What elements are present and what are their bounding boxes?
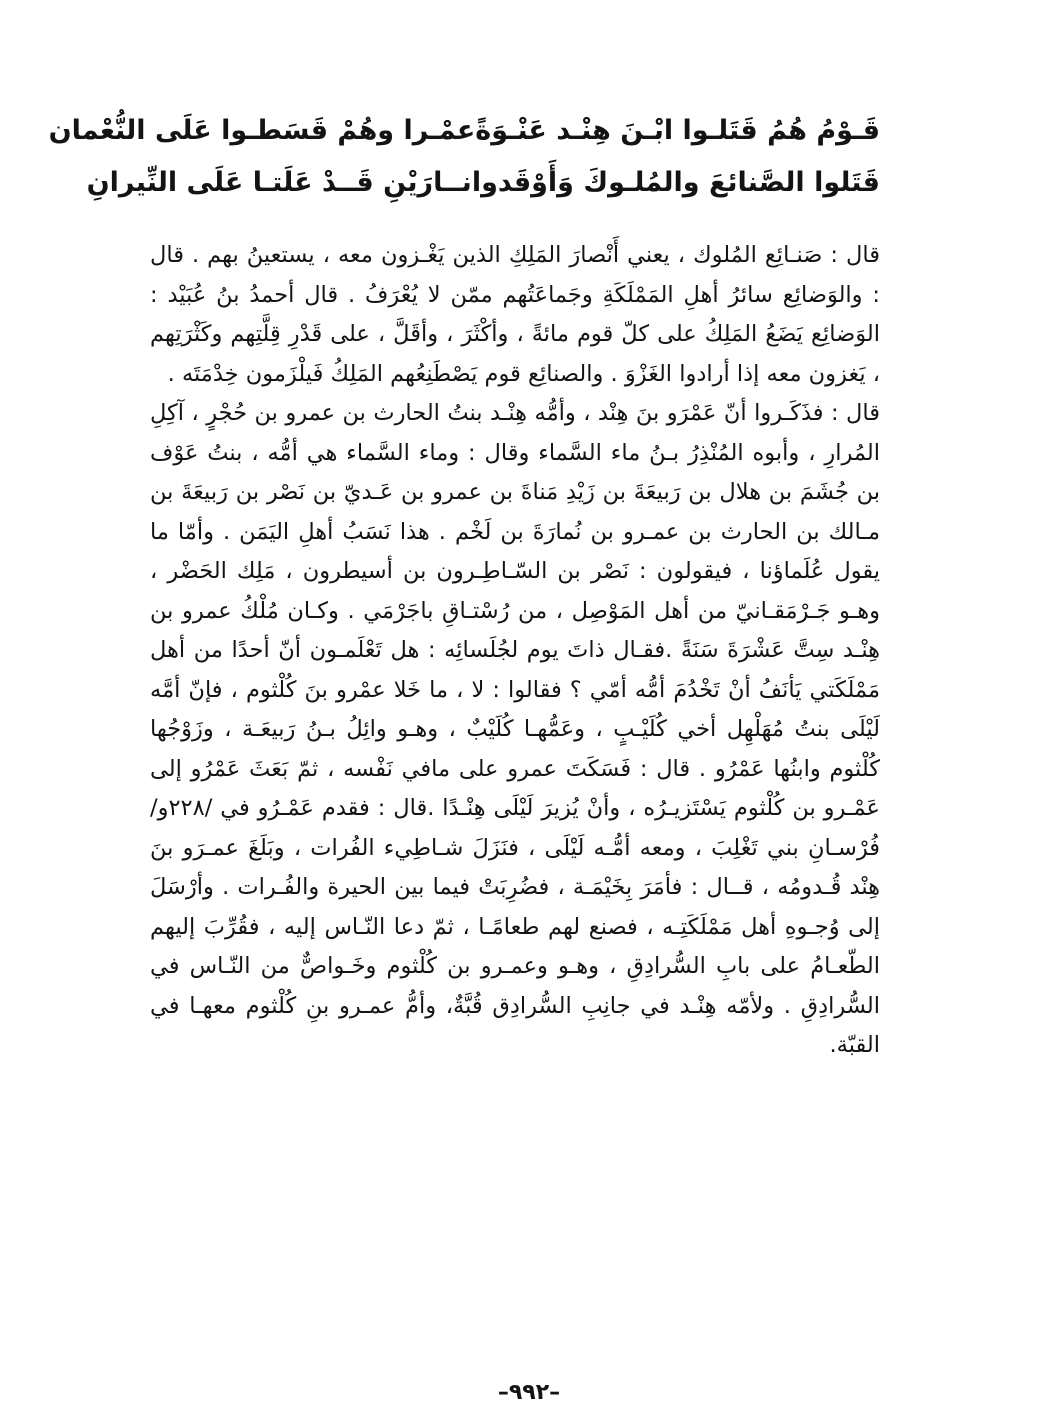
verse-first-hemistich: قَتَلوا الصَّنائعَ والمُلـوكَ وَأَوْقَدوا bbox=[471, 166, 880, 198]
poem-verse bbox=[86, 156, 880, 208]
paragraph: قال : صَنـائِع المُلوك ، يعني أَنْصارَ المَلِكِ الذين يَغْـزون معه ، يستعينُ بهم . قال : والوَضائِع سائرُ أهلِ المَمْلَكَةِ وجَماعَتُهم ممّن لا يُعْرَفُ . قال أحمدُ بنُ عُبَيْد : الوَضائِع يَضَعُ المَلِكُ على كلّ قوم مائةً ، وأكْثَرَ ، وأقَلَّ ، على قَدْرِ قِلَّتِهم وكَثْرَتِهم ، يَغزون معه إذا أرادوا الغَزْوَ . والصنائِع قوم يَصْطَنِعُهم المَلِكُ فَيلْزَمون خِدْمَتَه . bbox=[150, 242, 880, 387]
poem-verse bbox=[48, 104, 880, 156]
page-number: –٩٩٢– bbox=[497, 1380, 561, 1405]
paragraph: قال : فذَكَـروا أنّ عَمْرَو بنَ هِنْد ، وأمُّه هِنْـد بنتُ الحارث بن عمرو بن حُجْرٍ ، آكِلِ المُرارِ ، وأبوه المُنْذِرُ بـنُ ماء السَّماء وقال : وماء السَّماء هي أمُّه ، بنتُ عَوْف بن جُشَمَ بن هلال بن رَبيعَةَ بن زَيْدِ مَناةَ بن عمرو بن عَـديّ بن نَصْر بن رَبيعَةَ بن مـالك بن الحارث بن عمـرو بن نُمارَةَ بن لَخْم . هذا نَسَبُ أهلِ اليَمَن . وأمّا ما يقول عُلَماؤنا ، فيقولون : نَصْر بن السّـاطِـرون بن أسيطرون ، مَلِك الحَضْر ، وهـو جَـرْمَقـانيّ من أهل المَوْصِل ، من رُسْتـاقِ باجَرْمَي . وكـان مُلْكُ عمرو بن هِنْـد سِتَّ عَشْرَةَ سَنَةً .فقـال ذاتَ يوم لجُلَسائِه : هل تَعْلَمـون أنّ أحدًا من أهل مَمْلَكَتي يَأنَفُ أنْ تَخْدُمَ أمُّه أمّي ؟ فقالوا : لا ، ما خَلا عمْرو بنَ كُلْثوم ، فإنّ أمَّه لَيْلَى بنتُ مُهَلْهِل أخي كُلَيْـبٍ ، وعَمُّهـا كُلَيْبٌ ، وهـو وائِلُ بـنُ رَبيعَـة ، وزَوْجُها كُلْثوم وابنُها عَمْرُو . قال : فَسَكَتَ عمرو على مافي نَفْسه ، ثمّ بَعَثَ عَمْرُو إلى عَمْـرو بن كُلْثوم يَسْتَزيـرُه ، وأنْ يُزيرَ لَيْلَى هِنْـدًا .قال : فقدم عَمْـرُو في /٢٢٨و/ فُرْسـانِ بني تَغْلِبَ ، ومعه أمُّـه لَيْلَى ، فنَزَلَ شـاطِيء الفُرات ، وبَلَغَ عمـرَو بنَ هِنْد قُـدومُه ، قــال : فأمَرَ بِخَيْمَـة ، فضُرِبَتْ فيما بين الحيرة والفُـرات . وأرْسَلَ إلى وُجـوهِ أهل مَمْلَكَتِـه ، فصنع لهم طعامًـا ، ثمّ دعا النّـاس إليه ، فقُرِّبَ إليهم الطّعـامُ على بابِ السُّرادِقِ ، وهـو وعمـرو بن كُلْثوم وخَـواصٌّ من النّـاس في السُّرادِقِ . ولأمّه هِنْـد في جانِبِ السُّرادِق قُبَّةٌ، وأمُّ عمـرو بنِ كُلْثوم معهـا في القبّة. bbox=[150, 400, 880, 1058]
poem-block bbox=[48, 104, 880, 208]
verse-second-hemistich: نــارَيْنِ قَــدْ عَلَتـا عَلَى النِّيرانِ bbox=[86, 166, 472, 198]
prose-text bbox=[150, 236, 880, 1066]
verse-first-hemistich: قَـوْمُ هُمُ قَتَلـوا ابْـنَ هِنْـد عَنْـوَةً bbox=[475, 114, 880, 146]
verse-second-hemistich: عمْـرا وهُمْ قَسَطـوا عَلَى النُّعْمان bbox=[48, 114, 476, 146]
